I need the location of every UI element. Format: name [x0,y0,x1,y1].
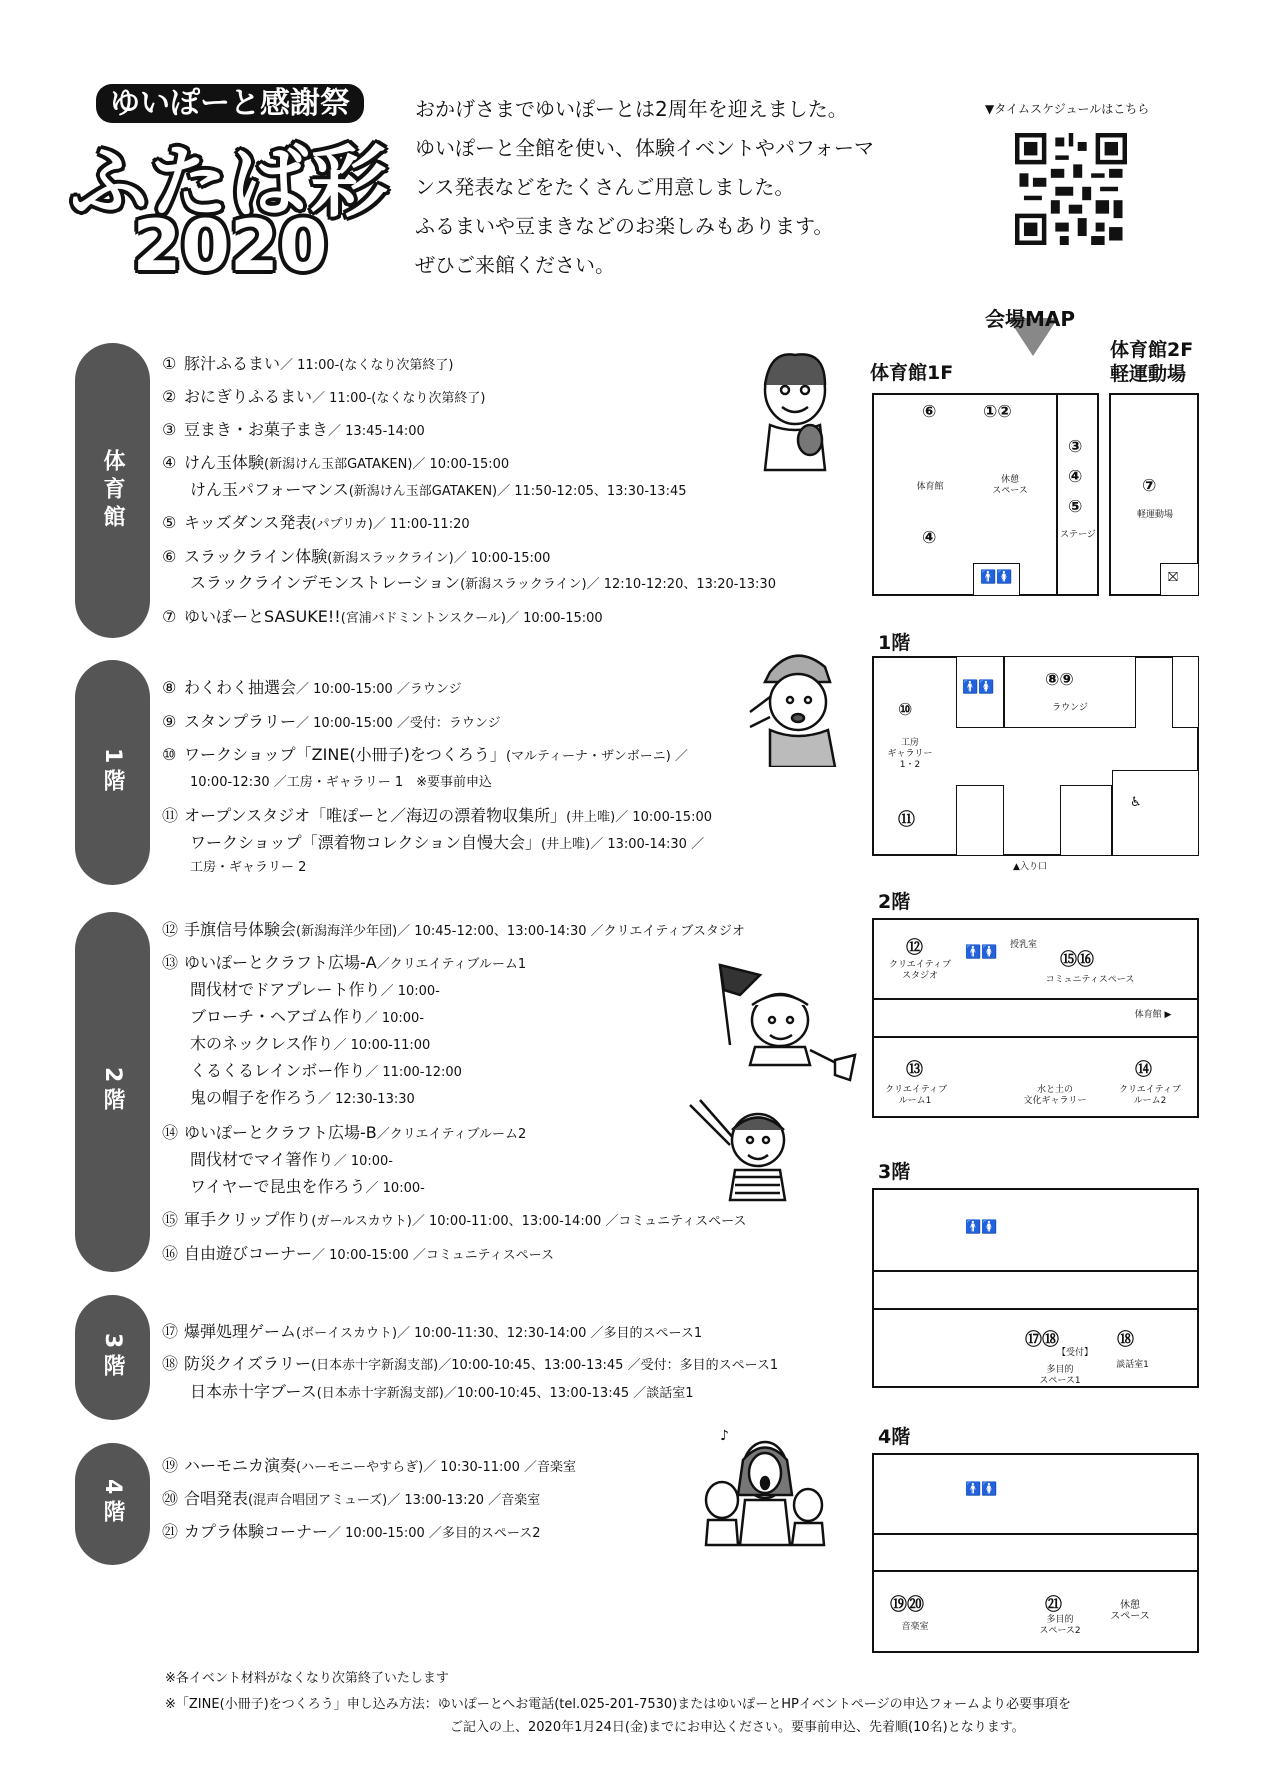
section-gym: 体育館 [75,343,150,638]
map-label: 4階 [878,1426,911,1448]
event-subitem: スラックラインデモンストレーション(新潟スラックライン)／ 12:10-12:20、13:20-13:30 [190,573,776,592]
map-marker: ⑩ [898,700,913,720]
map-wall [872,998,1199,1000]
restroom-icon: 🚹🚺 [965,1482,998,1497]
footer-note: ※各イベント材料がなくなり次第終了いたします [165,1671,449,1686]
restroom-icon: 🚹🚺 [962,680,995,695]
map-marker: ④ [922,528,937,548]
section-2f: 2階 [75,912,150,1272]
map-marker: ⑭ [1135,1060,1152,1080]
map-wall [872,1533,1199,1535]
map-restroom [1112,770,1199,856]
map-marker: ⑪ [898,810,915,830]
intro-line: ゆいぽーと全館を使い、体験イベントやパフォーマ [415,136,874,160]
stairs-icon: ⛝ [1168,570,1178,585]
map-room-label: 休憩 スペース [1110,1600,1150,1622]
intro-text [415,90,935,285]
character-illustration [740,642,850,767]
map-marker: ⑰⑱ [1025,1330,1059,1350]
map-room-label: 音楽室 [901,1622,929,1632]
map-wall [872,1270,1199,1272]
map-room-label: 体育館 ▶ [1134,1010,1172,1020]
event-subitem: ワイヤーで昆虫を作ろう／ 10:00- [190,1177,425,1196]
event-subitem: 日本赤十字ブース(日本赤十字新潟支部)／10:00-10:45、13:00-13:45 ／談話室1 [190,1382,694,1401]
event-item: ⑦ ゆいぽーとSASUKE!!(宮浦バドミントンスクール)／ 10:00-15:00 [162,607,603,626]
character-illustration [680,1095,820,1205]
map-room-label: ステージ [1060,530,1096,540]
map-room-label: クリエイティブ スタジオ [888,960,952,981]
map-marker: ⑤ [1068,497,1083,517]
map-label: 3階 [878,1161,911,1183]
map-marker: ⑲⑳ [890,1595,924,1615]
map-label: 1階 [878,632,911,654]
map-room-label: 談話室1 [1116,1360,1149,1370]
section-1f: 1階 [75,660,150,885]
restroom-icon: 🚹🚺 [965,1220,998,1235]
map-room-label: 体育館 [916,482,944,492]
intro-line: ぜひご来館ください。 [415,253,615,277]
map-wall [872,1308,1199,1310]
event-item: ⑮ 軍手クリップ作り(ガールスカウト)／ 10:00-11:00、13:00-14:00 ／コミュニティスペース [162,1210,747,1229]
map-stairs [1160,563,1199,596]
accessible-restroom-icon: ♿ [1130,795,1142,810]
map-room-label: 工房 ギャラリー 1・2 [887,738,933,770]
event-item: ⑳ 合唱発表(混声合唱団アミューズ)／ 13:00-13:20 ／音楽室 [162,1489,541,1508]
event-subitem: けん玉パフォーマンス(新潟けん玉部GATAKEN)／ 11:50-12:05、13:30-13:45 [190,480,687,499]
event-item: ⑯ 自由遊びコーナー／ 10:00-15:00 ／コミュニティスペース [162,1244,554,1263]
event-item: ⑧ わくわく抽選会／ 10:00-15:00 ／ラウンジ [162,678,462,697]
map-wall [1056,393,1058,596]
character-illustration [740,345,850,480]
event-item: ⑬ ゆいぽーとクラフト広場-A／クリエイティブルーム1 [162,953,527,972]
event-subitem: 間伐材でマイ箸作り／ 10:00- [190,1150,393,1169]
map-room-label: 休憩 スペース [992,475,1028,496]
map-room-label: コミュニティスペース [1045,975,1135,985]
map-marker: ⑧⑨ [1045,670,1074,690]
event-item: ⑱ 防災クイズラリー(日本赤十字新潟支部)／10:00-10:45、13:00-13:45 ／受付：多目的スペース1 [162,1354,779,1373]
event-item: ④ けん玉体験(新潟けん玉部GATAKEN)／ 10:00-15:00 [162,453,510,472]
event-item: ⑤ キッズダンス発表(パプリカ)／ 11:00-11:20 [162,513,470,532]
map-room-label: 水と土の 文化ギャラリー [1023,1085,1087,1106]
event-subitem: 10:00-12:30 ／工房・ギャラリー 1 ※要事前申込 [190,775,493,790]
event-item: ⑭ ゆいぽーとクラフト広場-B／クリエイティブルーム2 [162,1123,527,1142]
event-subitem: 工房・ギャラリー 2 [190,860,307,875]
intro-line: ンス発表などをたくさんご用意しました。 [415,175,795,199]
map-marker: ⑮⑯ [1060,950,1094,970]
logo-subtitle: ゆいぽーと感謝祭 [70,78,390,122]
map-label: 体育館2F 軽運動場 [1110,339,1194,385]
event-subitem: 間伐材でドアプレート作り／ 10:00- [190,980,440,999]
event-item: ⑪ オープンスタジオ「唯ぽーと／海辺の漂着物収集所」(井上唯)／ 10:00-15:00 [162,806,713,825]
map-room-label: 多目的 スペース2 [1039,1615,1081,1636]
event-subitem: ワークショップ「漂着物コレクション自慢大会」(井上唯)／ 13:00-14:30 ／ [190,833,705,852]
event-subitem: 鬼の帽子を作ろう／ 12:30-13:30 [190,1088,415,1107]
event-subitem: くるくるレインボー作り／ 11:00-12:00 [190,1061,462,1080]
map-room-label: 授乳室 [1010,940,1038,950]
event-item: ⑰ 爆弾処理ゲーム(ボーイスカウト)／ 10:00-11:30、12:30-14:00 ／多目的スペース1 [162,1322,703,1341]
intro-line: ふるまいや豆まきなどのお楽しみもあります。 [415,214,834,238]
restroom-icon: 🚹🚺 [965,945,998,960]
restroom-icon: 🚹🚺 [980,570,1013,585]
map-room-label: クリエイティブ ルーム2 [1118,1085,1182,1106]
footer-note: ※「ZINE(小冊子)をつくろう」申し込み方法：ゆいぽーとへお電話(tel.025-201-7530)またはゆいぽーとHPイベントページの申込フォームより必要事項を [165,1697,1071,1712]
map-marker: ①② [983,402,1012,422]
map-room-label: 多目的 スペース1 [1039,1365,1081,1386]
event-item: ⑫ 手旗信号体験会(新潟海洋少年団)／ 10:45-12:00、13:00-14:30 ／クリエイティブスタジオ [162,920,745,939]
map-stairs [1172,656,1199,728]
map-marker: ⑥ [922,402,937,422]
qr-label: ▼タイムスケジュールはこちら [985,102,1150,116]
map-room-label: 軽運動場 [1136,510,1173,520]
map-room-label: クリエイティブ ルーム1 [885,1085,948,1106]
character-illustration [700,1425,830,1550]
section-3f: 3階 [75,1295,150,1420]
event-item: ② おにぎりふるまい／ 11:00-(なくなり次第終了) [162,387,486,406]
map-marker: ⑬ [906,1060,923,1080]
footer-note: ご記入の上、2020年1月24日(金)までにお申込ください。要事前申込、先着順(10名)となります。 [450,1720,1025,1735]
map-label: 体育館1F [870,362,954,384]
event-item: ⑨ スタンプラリー／ 10:00-15:00 ／受付：ラウンジ [162,712,501,731]
event-subitem: ブローチ・ヘアゴム作り／ 10:00- [190,1007,425,1026]
qr-code-icon[interactable] [1015,133,1127,245]
section-4f: 4階 [75,1443,150,1565]
event-item: ① 豚汁ふるまい／ 11:00-(なくなり次第終了) [162,354,454,373]
map-room [1060,785,1112,856]
map-wall [872,1570,1199,1572]
event-item: ㉑ カプラ体験コーナー／ 10:00-15:00 ／多目的スペース2 [162,1522,541,1541]
map-room-label: 【受付】 [1056,1348,1093,1358]
map-marker: ⑦ [1142,476,1157,496]
logo-year: 2020 [132,205,328,287]
map-title: 会場MAP [985,307,1076,331]
event-item: ⑲ ハーモニカ演奏(ハーモニーやすらぎ)／ 10:30-11:00 ／音楽室 [162,1456,577,1475]
logo-title: ふたば彩 [70,138,391,228]
map-wall [872,1036,1199,1038]
character-illustration [700,955,860,1085]
map-marker: ㉑ [1045,1595,1062,1615]
map-3f [872,1188,1199,1388]
map-marker: ⑱ [1117,1330,1134,1350]
map-marker: ⑫ [906,938,923,958]
svg-text:♪: ♪ [720,1428,729,1444]
map-marker: ④ [1068,467,1083,487]
event-item: ⑥ スラックライン体験(新潟スラックライン)／ 10:00-15:00 [162,547,551,566]
map-lounge [1004,656,1136,728]
event-subitem: 木のネックレス作り／ 10:00-11:00 [190,1034,431,1053]
intro-line: おかげさまでゆいぽーとは2周年を迎えました。 [415,97,848,121]
map-room-label: ラウンジ [1052,703,1088,713]
map-label: 2階 [878,891,911,913]
map-entrance: ▲入り口 [1013,862,1047,872]
event-item: ⑩ ワークショップ「ZINE(小冊子)をつくろう」(マルティーナ・ザンボーニ) ／ [162,745,688,764]
event-item: ③ 豆まき・お菓子まき／ 13:45-14:00 [162,420,425,439]
map-marker: ③ [1068,437,1083,457]
map-elevator [956,785,1004,856]
